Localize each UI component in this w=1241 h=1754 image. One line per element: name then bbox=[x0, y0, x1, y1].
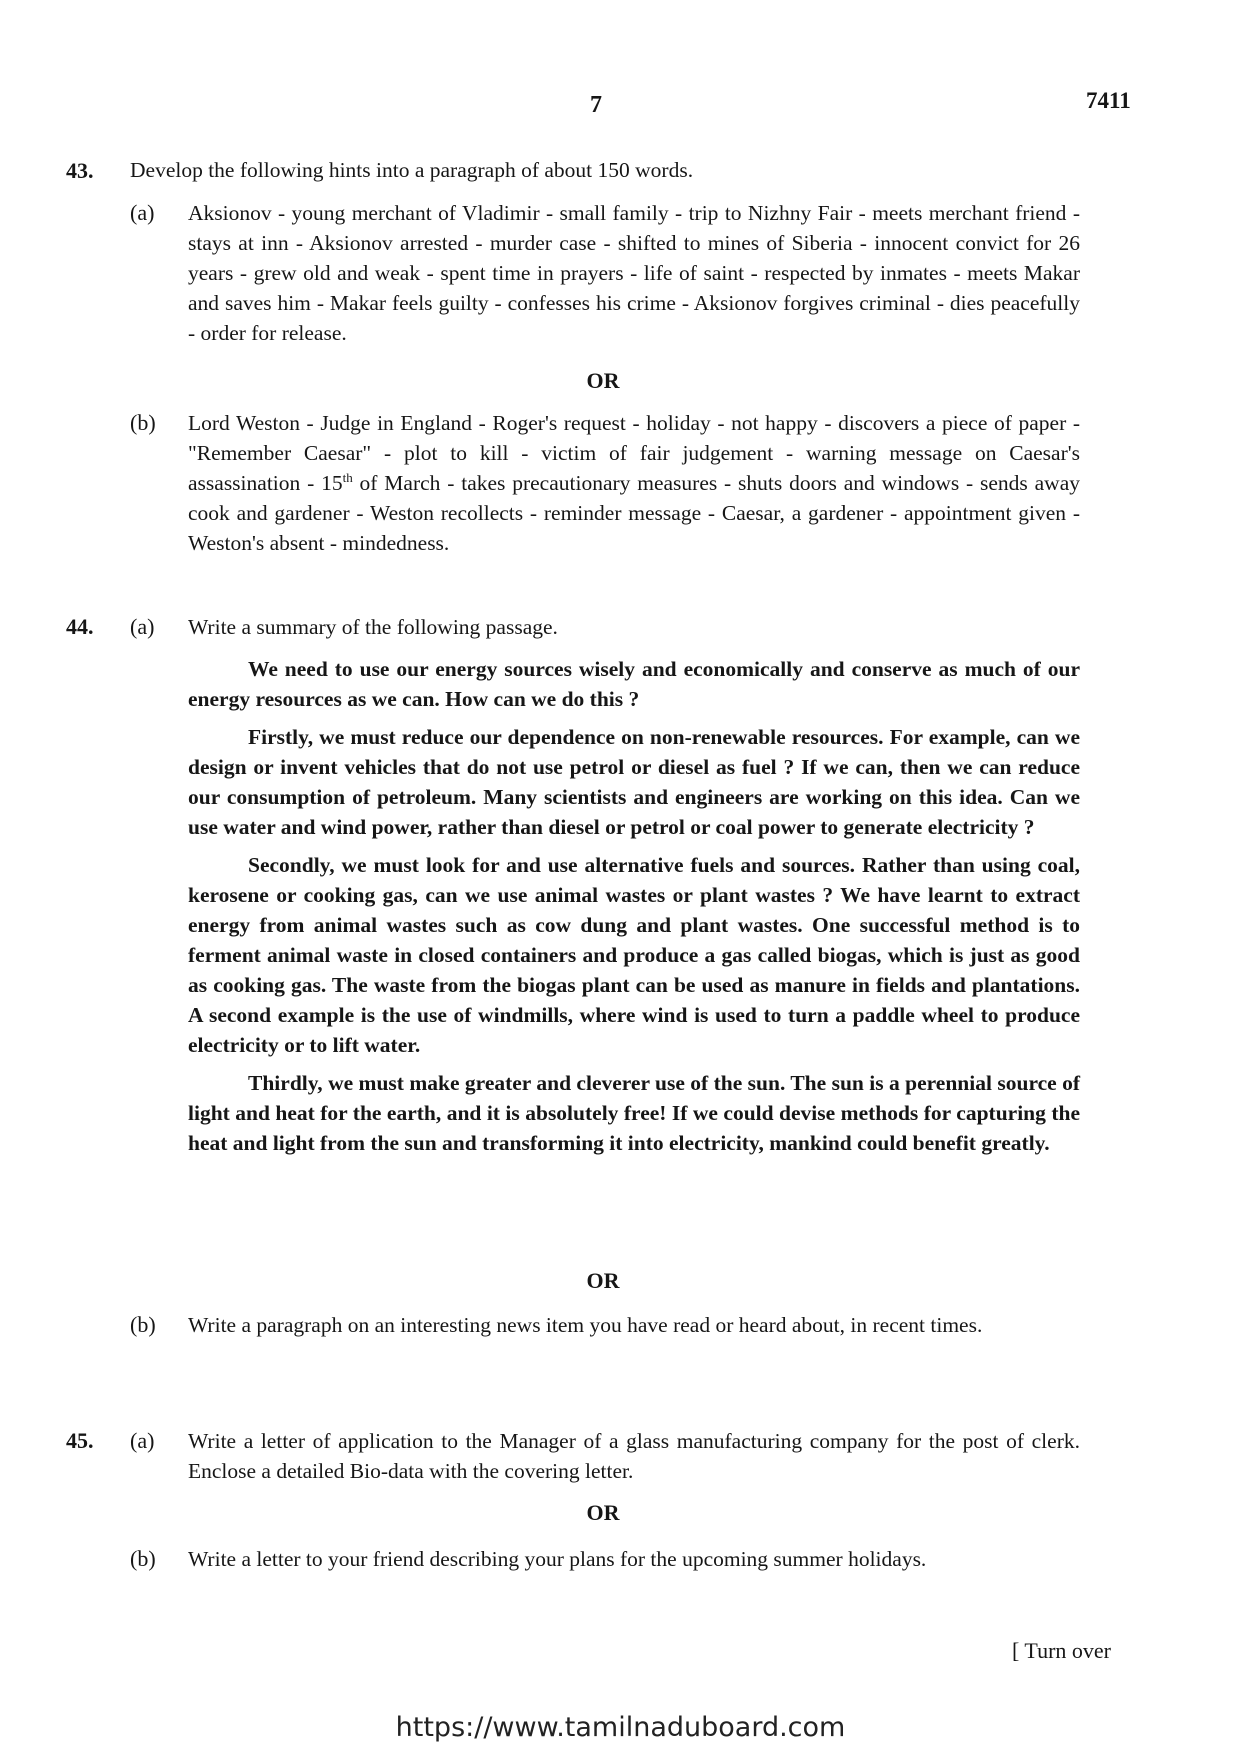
hints-text-b-part2: of March - takes precautionary measures - shuts doors and windows - sends away cook and gardener - Weston recollects - reminder message - Caesar, a gardener - appointment given - Weston's absent - mindedness. bbox=[188, 471, 1080, 555]
question-number: 45. bbox=[66, 1428, 94, 1453]
news-paragraph-instruction: Write a paragraph on an interesting news item you have read or heard about, in recent times. bbox=[188, 1313, 983, 1337]
summary-passage bbox=[188, 654, 1080, 1158]
hints-text-a: Aksionov - young merchant of Vladimir - small family - trip to Nizhny Fair - meets merchant friend - stays at inn - Aksionov arrested - murder case - shifted to mines of Siberia - innocent convict for 26 years - grew old and weak - spent time in prayers - life of saint - respected by inmates - meets Makar and saves him - Makar feels guilty - confesses his crime - Aksionov forgives criminal - dies peacefully - order for release. bbox=[188, 201, 1080, 345]
question-number: 44. bbox=[66, 614, 94, 639]
or-divider: OR bbox=[586, 368, 620, 393]
hints-text-b bbox=[188, 408, 1080, 558]
option-label-a: (a) bbox=[130, 200, 155, 225]
option-label-b: (b) bbox=[130, 1546, 156, 1571]
option-label-b: (b) bbox=[130, 410, 156, 435]
friend-letter-instruction: Write a letter to your friend describing your plans for the upcoming summer holidays. bbox=[188, 1547, 927, 1571]
hints-text-b-part1: Lord Weston - Judge in England - Roger's request - holiday - not happy - discovers a piece of paper - "Remember Caesar" - plot to kill - victim of fair judgement - warning message on Caesar's assassination - 15 bbox=[188, 411, 1080, 495]
summary-instruction: Write a summary of the following passage. bbox=[188, 615, 558, 639]
passage-paragraph: Secondly, we must look for and use alternative fuels and sources. Rather than using coal, kerosene or cooking gas, can we use animal wastes or plant wastes ? We have learnt to extract energy from animal wastes such as cow dung and plant wastes. One successful method is to ferment animal waste in closed containers and produce a gas called biogas, which is just as good as cooking gas. The waste from the biogas plant can be used as manure in fields and plantations. A second example is the use of windmills, where wind is used to turn a paddle wheel to produce electricity or to lift water. bbox=[188, 853, 1080, 1057]
option-label-a: (a) bbox=[130, 1428, 155, 1453]
passage-paragraph: We need to use our energy sources wisely and economically and conserve as much of our energy resources as we can. How can we do this ? bbox=[188, 657, 1080, 711]
passage-paragraph: Firstly, we must reduce our dependence on non-renewable resources. For example, can we design or invent vehicles that do not use petrol or diesel as fuel ? If we can, then we can reduce our consumption of petroleum. Many scientists and engineers are working on this idea. Can we use water and wind power, rather than diesel or petrol or coal power to generate electricity ? bbox=[188, 725, 1080, 839]
page-number: 7 bbox=[590, 92, 602, 118]
or-divider: OR bbox=[586, 1268, 620, 1293]
question-stem: Develop the following hints into a paragraph of about 150 words. bbox=[130, 158, 694, 182]
source-url: https://www.tamilnaduboard.com bbox=[395, 1712, 846, 1743]
ordinal-suffix: th bbox=[342, 469, 353, 485]
passage-paragraph: Thirdly, we must make greater and cleverer use of the sun. The sun is a perennial source of light and heat for the earth, and it is absolutely free! If we could devise methods for capturing the heat and light from the sun and transforming it into electricity, mankind could benefit greatly. bbox=[188, 1071, 1080, 1155]
paper-code: 7411 bbox=[1086, 88, 1131, 113]
application-letter-instruction: Write a letter of application to the Manager of a glass manufacturing company for the post of clerk. Enclose a detailed Bio-data with the covering letter. bbox=[188, 1429, 1080, 1483]
option-label-a: (a) bbox=[130, 614, 155, 639]
or-divider: OR bbox=[586, 1500, 620, 1525]
turn-over-note: [ Turn over bbox=[1012, 1638, 1112, 1663]
question-number: 43. bbox=[66, 158, 94, 183]
option-label-b: (b) bbox=[130, 1312, 156, 1337]
